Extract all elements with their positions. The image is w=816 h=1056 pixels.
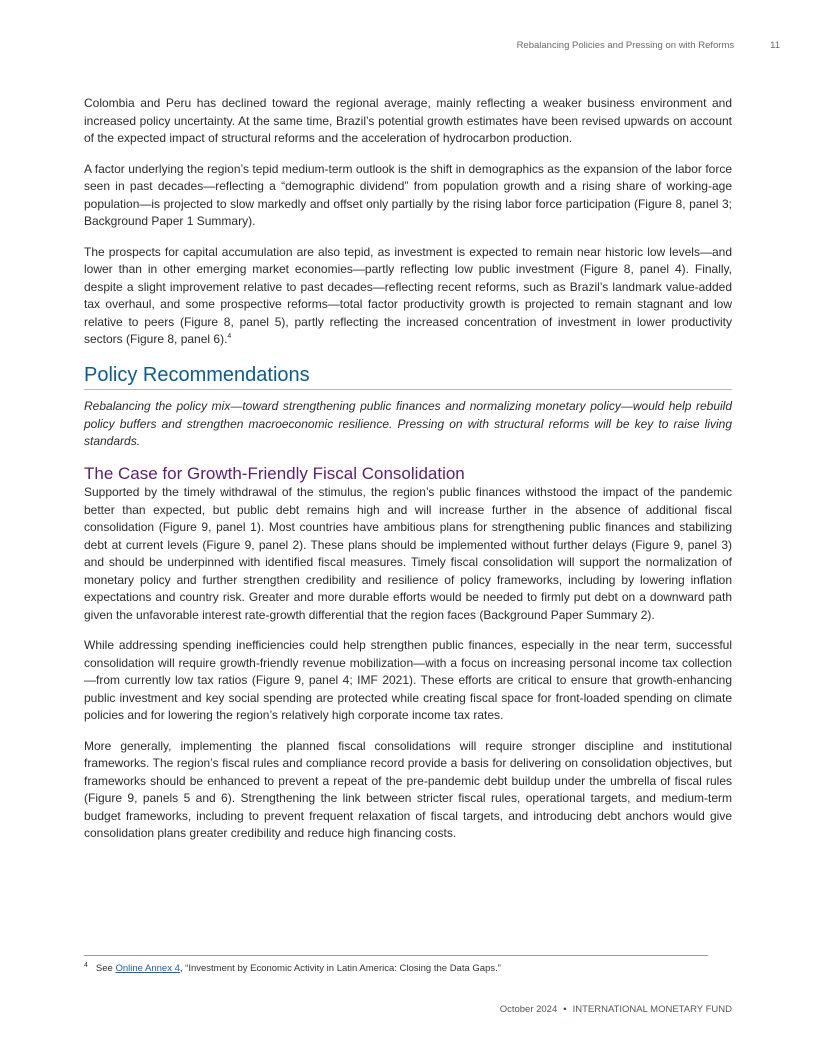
online-annex-4-link[interactable]: Online Annex 4 (115, 963, 180, 975)
body-paragraph-6: More generally, implementing the planned fiscal consolidations will require stronger discipline and institutional frameworks. The region’s fiscal rules and compliance record provide a basis for delivering on consolidation objectives, but frameworks should be enhanced to prevent a repeat of the pre-pandemic debt buildup under the umbrella of fiscal rules (Figure 9, panels 5 and 6). Strengthening the link between stricter fiscal rules, operational targets, and medium-term budget frameworks, including to prevent frequent relaxation of fiscal targets, and introducing debt anchors would give consolidation plans greater credibility and reduce high financing costs. (84, 738, 732, 840)
body-paragraph-3 (84, 244, 732, 349)
body-paragraph-3-text: The prospects for capital accumulation are also tepid, as investment is expected to remain near historic low levels—and lower than in other emerging market economies—partly reflecting low public investment (Figure 8, panel 4). Finally, despite a slight improvement relative to past decades—reflecting recent reforms, such as Brazil’s landmark value-added tax overhaul, and some prospective reforms—total factor productivity growth is projected to remain stagnant and low relative to peers (Figure 8, panel 5), partly reflecting the increased concentration of investment in lower productivity sectors (Figure 8, panel 6). (84, 244, 732, 346)
body-paragraph-2: A factor underlying the region’s tepid medium-term outlook is the shift in demographics as the expansion of the labor force seen in past decades—reflecting a “demographic dividend” from population growth and a rising share of working-age population—is projected to slow markedly and offset only partially by the rising labor force participation (Figure 8, panel 3; Background Paper 1 Summary). (84, 161, 732, 228)
page-footer (84, 1004, 732, 1015)
running-title: Rebalancing Policies and Pressing on with Reforms (516, 40, 735, 51)
running-header (84, 40, 780, 51)
section-heading-policy-recommendations: Policy Recommendations (84, 367, 732, 391)
footer-org: INTERNATIONAL MONETARY FUND (572, 1004, 732, 1015)
body-paragraph-1: Colombia and Peru has declined toward the regional average, mainly reflecting a weaker business environment and increased policy uncertainty. At the same time, Brazil’s potential growth estimates have been revised upwards on account of the expected impact of structural reforms and the acceleration of hydrocarbon production. (84, 96, 732, 145)
footnote-prefix: See (95, 963, 116, 975)
subsection-heading-fiscal-consolidation: The Case for Growth-Friendly Fiscal Consolidation (84, 463, 465, 483)
page-number: 11 (770, 40, 780, 51)
footnote-number: 4 (84, 962, 88, 969)
section-lead-summary: Rebalancing the policy mix—toward strengthening public finances and normalizing monetary policy—would help rebuild policy buffers and strengthen macroeconomic resilience. Pressing on with structural reforms will be key to raise living standards. (84, 399, 732, 448)
footer-date: October 2024 (499, 1004, 558, 1015)
body-paragraph-4: Supported by the timely withdrawal of the stimulus, the region’s public finances withstood the impact of the pandemic better than expected, but public debt remains high and will increase further in the absence of additional fiscal consolidation (Figure 9, panel 1). Most countries have ambitious plans for strengthening public finances and stabilizing debt at current levels (Figure 9, panel 2). These plans should be implemented without further delays (Figure 9, panel 3) and should be underpinned with identified fiscal measures. Timely fiscal consolidation will support the normalization of monetary policy and further strengthen credibility and resilience of policy frameworks, including by lowering inflation expectations and country risk. Greater and more durable efforts would be needed to firmly put debt on a downward path given the unfavorable interest rate-growth differential that the region faces (Background Paper Summary 2). (84, 485, 732, 622)
footer-bullet: • (563, 1004, 567, 1015)
body-paragraph-5: While addressing spending inefficiencies could help strengthen public finances, especially in the near term, successful consolidation will require growth-friendly revenue mobilization—with a focus on increasing personal income tax collection—from currently low tax ratios (Figure 9, panel 4; IMF 2021). These efforts are critical to ensure that growth-enhancing public investment and key social spending are protected while creating fiscal space for front-loaded spending on climate policies and for lowering the region’s relatively high corporate income tax rates. (84, 638, 732, 722)
footnote-4 (84, 962, 732, 974)
footnote-divider (84, 955, 708, 956)
footnote-suffix: , “Investment by Economic Activity in Latin America: Closing the Data Gaps.” (179, 963, 501, 975)
footnote-ref-4[interactable]: 4 (227, 333, 232, 340)
main-content (84, 95, 732, 856)
